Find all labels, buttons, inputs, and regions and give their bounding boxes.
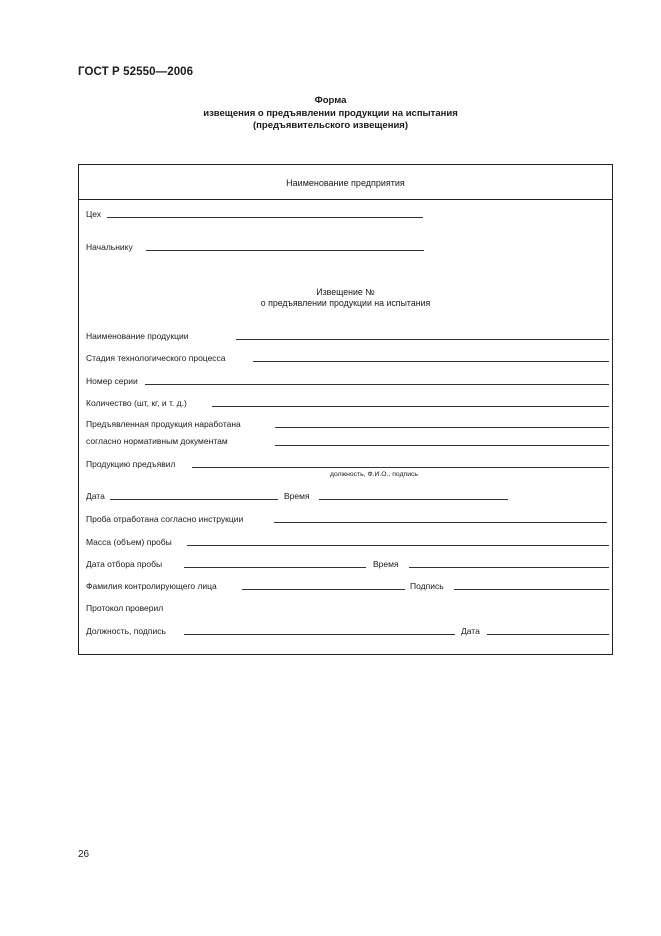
form-title-line3: (предъявительского извещения) <box>253 120 408 131</box>
position-caption: должность, Ф.И.О., подпись <box>330 471 418 478</box>
process-stage-field[interactable] <box>253 361 609 362</box>
signature-label: Подпись <box>410 581 444 591</box>
sample-processed-field[interactable] <box>274 522 607 523</box>
form-title-line1: Форма <box>314 95 347 106</box>
page-number: 26 <box>78 849 90 860</box>
controller-name-label: Фамилия контролирующего лица <box>86 581 217 591</box>
workshop-label: Цех <box>86 209 102 219</box>
position-signature-label: Должность, подпись <box>86 626 166 636</box>
series-number-label: Номер серии <box>86 376 138 386</box>
sample-mass-field[interactable] <box>187 545 609 546</box>
chief-label: Начальнику <box>86 242 133 252</box>
presented-by-field[interactable] <box>192 467 609 468</box>
workshop-field[interactable] <box>107 217 423 218</box>
per-docs-field[interactable] <box>275 445 609 446</box>
date-label: Дата <box>86 491 105 501</box>
produced-label: Предъявленная продукция наработана <box>86 419 241 429</box>
per-docs-label: согласно нормативным документам <box>86 436 228 446</box>
time-label: Время <box>284 491 310 501</box>
sampling-time-field[interactable] <box>409 567 609 568</box>
final-date-label: Дата <box>461 626 480 636</box>
chief-field[interactable] <box>146 250 424 251</box>
series-number-field[interactable] <box>145 384 609 385</box>
standard-id: ГОСТ Р 52550—2006 <box>78 66 194 78</box>
form-title-line2: извещения о предъявлении продукции на испытания <box>203 108 458 119</box>
presented-by-label: Продукцию предъявил <box>86 459 176 469</box>
process-stage-label: Стадия технологического процесса <box>86 353 226 363</box>
notice-subtitle: о предъявлении продукции на испытания <box>260 298 431 308</box>
final-date-field[interactable] <box>487 634 609 635</box>
date-field[interactable] <box>110 499 278 500</box>
time-field[interactable] <box>319 499 508 500</box>
notice-title: Извещение № <box>316 287 375 297</box>
quantity-label: Количество (шт, кг, и т. д.) <box>86 398 187 408</box>
sampling-date-field[interactable] <box>184 567 366 568</box>
controller-name-field[interactable] <box>242 589 405 590</box>
produced-field[interactable] <box>275 427 609 428</box>
product-name-field[interactable] <box>236 339 609 340</box>
product-name-label: Наименование продукции <box>86 331 189 341</box>
sampling-date-label: Дата отбора пробы <box>86 559 163 569</box>
protocol-checked-label: Протокол проверил <box>86 603 164 613</box>
quantity-field[interactable] <box>212 406 609 407</box>
sample-processed-label: Проба отработана согласно инструкции <box>86 514 244 524</box>
notice-form-frame <box>78 164 613 655</box>
sample-mass-label: Масса (объем) пробы <box>86 537 172 547</box>
position-signature-field[interactable] <box>184 634 455 635</box>
signature-field[interactable] <box>454 589 609 590</box>
enterprise-name-header: Наименование предприятия <box>79 165 612 200</box>
sampling-time-label: Время <box>373 559 399 569</box>
